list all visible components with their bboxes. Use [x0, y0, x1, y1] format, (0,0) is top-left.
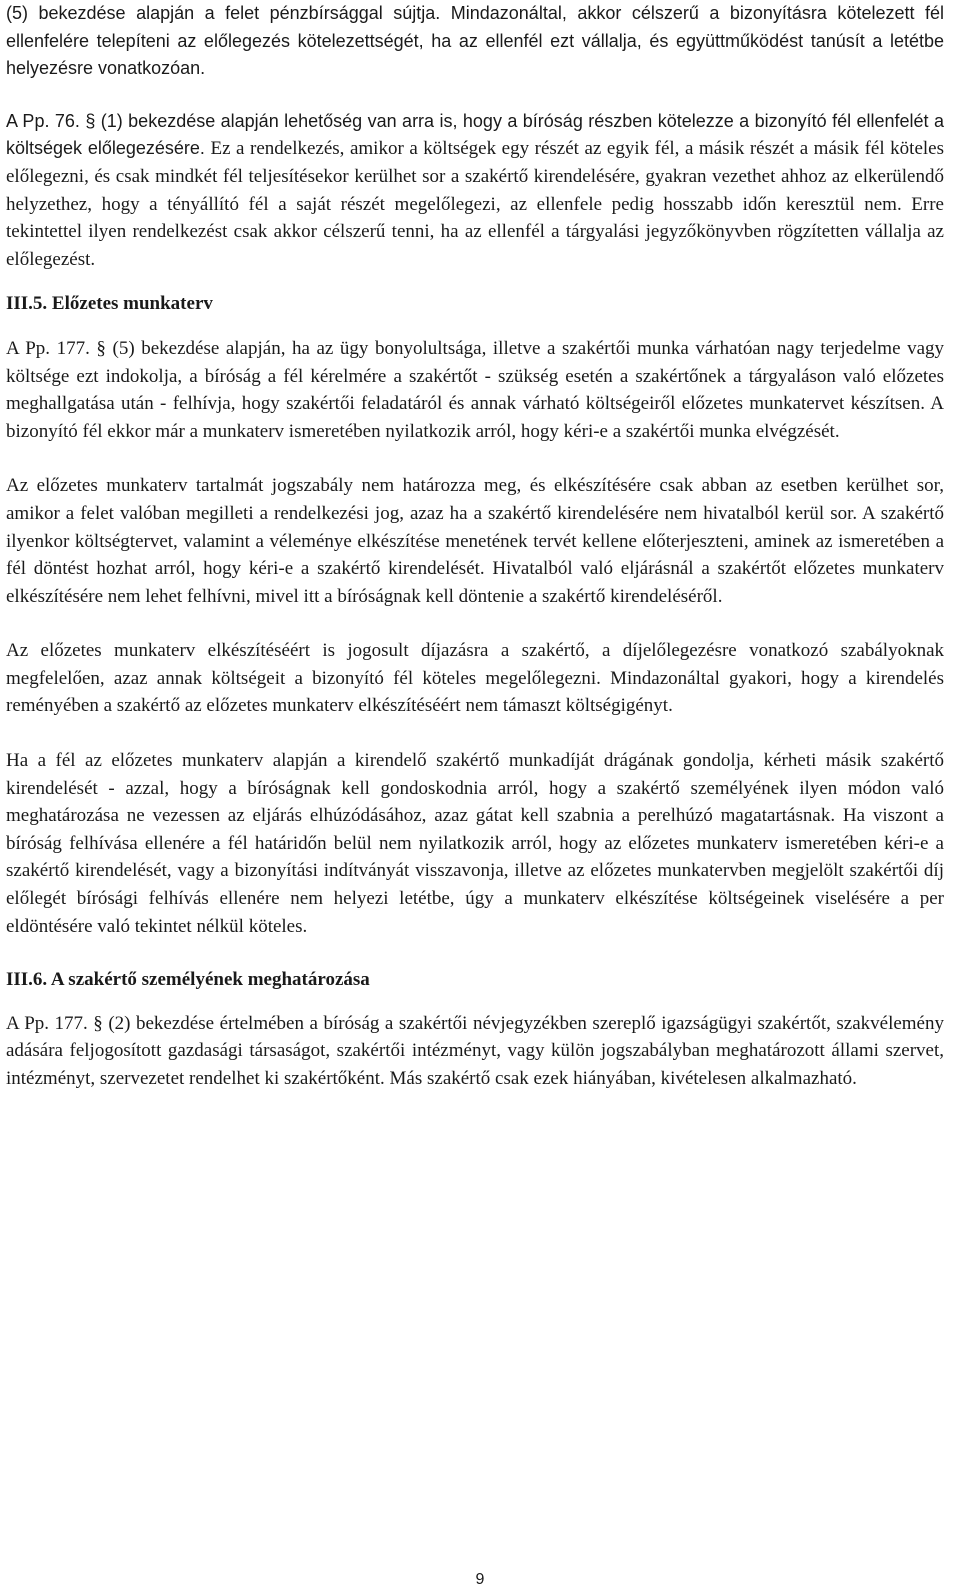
paragraph-cost-advance [6, 108, 944, 274]
page-number: 9 [475, 1571, 485, 1588]
paragraph-cost-advance-sans: A Pp. 76. § (1) bekezdése alapján lehetőség van arra is, hogy a bíróság részben kötelezze a bizonyító fél ellenfelét a költségek előlegezésére. [6, 110, 944, 159]
paragraph-cost-advance-serif: Ez a rendelkezés, amikor a költségek egy részét az egyik fél, a másik részét a másik fél köteles előlegezni, és csak mindkét fél teljesítésekor kerülhet sor a szakértő kirendelésére, gyakran vezethet ahhoz az elkerülendő helyzethez, hogy a tényállító fél a saját részét megelőlegezi, az ellenfele pedig hosszabb időn keresztül nem. Erre tekintettel ilyen rendelkezést csak akkor célszerű tenni, ha az ellenfél a tárgyalási jegyzőkönyvben rögzítetten vállalja az előlegezést. [6, 138, 944, 270]
section-heading-3-6: III.6. A szakértő személyének meghatározása [6, 969, 370, 991]
paragraph-workplan-content: Az előzetes munkaterv tartalmát jogszabály nem határozza meg, és elkészítésére csak abban az esetben kerülhet sor, amikor a felet valóban megilleti a rendelkezési jog, azaz ha a szakértő kirendelésére nem hivatalból kerül sor. A szakértő ilyenkor költségtervet, valamint a véleménye elkészítése menetének tervét kellene előterjeszteni, aminek az ismeretében a fél döntést hozhat arról, hogy kéri-e a szakértő kirendelését. Hivatalból való eljárásnál a szakértőt előzetes munkaterv elkészítésére nem lehet felhívni, mivel itt a bíróságnak kell döntenie a szakértő kirendeléséről. [6, 475, 944, 607]
paragraph-preliminary-workplan: A Pp. 177. § (5) bekezdése alapján, ha az ügy bonyolultsága, illetve a szakértői munka várhatóan nagy terjedelme vagy költsége ezt indokolja, a bíróság a fél kérelmére a szakértőt - szükség esetén a szakértőnek a tárgyaláson való előzetes meghallgatása után - felhívja, hogy szakértői feladatáról és annak várható költségeiről előzetes munkatervet készítsen. A bizonyító fél ekkor már a munkaterv ismeretében nyilatkozik arról, hogy kéri-e a szakértői munka elvégzését. [6, 337, 944, 442]
paragraph-expert-fee-dispute: Ha a fél az előzetes munkaterv alapján a kirendelő szakértő munkadíját drágának gondolja, kérheti másik szakértő kirendelését - azzal, hogy a bíróságnak kell gondoskodnia arról, hogy a szakértő személyének ilyen módon való meghatározása ne vezessen az eljárás elhúzódásához, azaz gátat kell szabnia a perelhúzó magatartásnak. Ha viszont a bíróság felhívása ellenére a fél határidőn belül nem nyilatkozik arról, hogy az előzetes munkaterv ismeretében kéri-e a szakértő kirendelését, vagy a bizonyítási indítványát visszavonja, illetve az előzetes munkatervben megjelölt szakértői díj előlegét bírósági felhívás ellenére nem helyezi letétbe, úgy a munkaterv elkészítése költségeinek viselésére a per eldöntésére való tekintet nélkül köteles. [6, 750, 944, 937]
paragraph-expert-selection: A Pp. 177. § (2) bekezdése értelmében a bíróság a szakértői névjegyzékben szereplő igazságügyi szakértőt, szakvélemény adására feljogosított gazdasági társaságot, szakértői intézményt, vagy külön jogszabályban meghatározott állami szervet, intézményt, szervezetet rendelhet ki szakértőként. Más szakértő csak ezek hiányában, kivételesen alkalmazható. [6, 1012, 944, 1089]
paragraph-continuation: (5) bekezdése alapján a felet pénzbírsággal sújtja. Mindazonáltal, akkor célszerű a bizonyításra kötelezett fél ellenfelére telepíteni az előlegezés kötelezettségét, ha az ellenfél ezt vállalja, és együttműködést tanúsít a letétbe helyezésre vonatkozóan. [6, 3, 944, 79]
document-page [6, 0, 944, 1093]
paragraph-workplan-fee: Az előzetes munkaterv elkészítéséért is jogosult díjazásra a szakértő, a díjelőlegezésre vonatkozó szabályoknak megfelelően, azaz annak költségeit a bizonyító fél köteles megelőlegezni. Mindazonáltal gyakori, hogy a kirendelés reményében a szakértő az előzetes munkaterv elkészítéséért nem támaszt költségigényt. [6, 640, 944, 717]
section-heading-3-5: III.5. Előzetes munkaterv [6, 293, 213, 315]
